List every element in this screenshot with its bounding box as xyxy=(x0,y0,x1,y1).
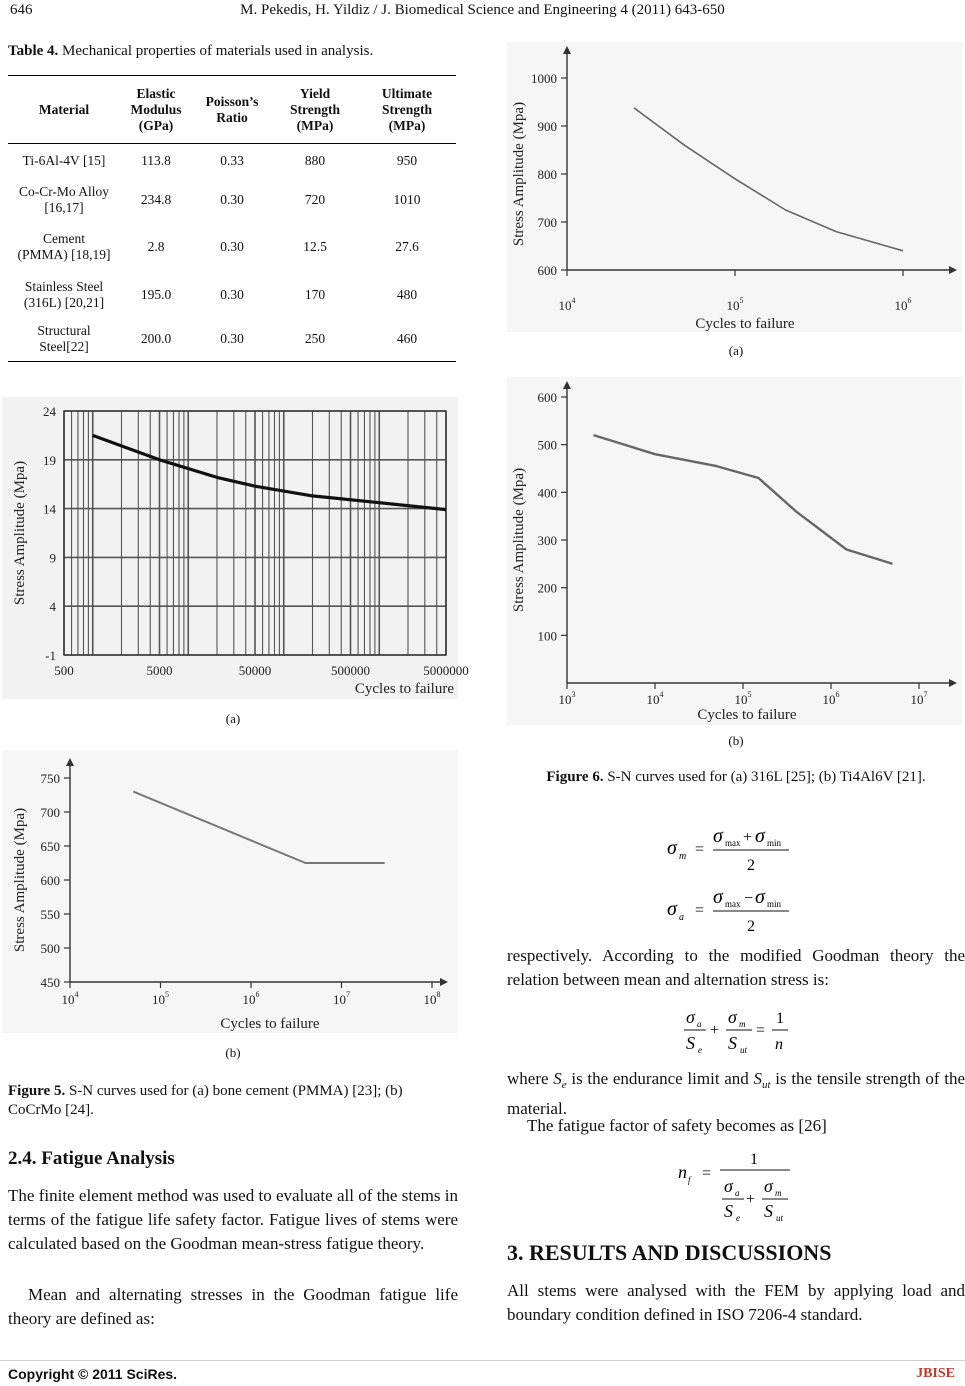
x-tick-label: $10^8$ xyxy=(423,990,441,1007)
x-tick-label: $10^6$ xyxy=(822,690,840,707)
svg-text:2: 2 xyxy=(747,857,755,874)
figure-5-caption xyxy=(8,1082,458,1120)
footer-copyright: Copyright © 2011 SciRes. xyxy=(8,1366,178,1382)
table-cell-material xyxy=(8,318,120,362)
table-header-line: Poisson’s xyxy=(205,93,259,109)
svg-text:=: = xyxy=(756,1022,766,1039)
table-header-line: (MPa) xyxy=(296,117,334,133)
svg-text:=: = xyxy=(695,902,705,919)
svg-text:m: m xyxy=(679,851,687,862)
x-tick-label: $10^4$ xyxy=(61,990,79,1007)
where-sut-sub: ut xyxy=(762,1079,771,1091)
table-cell-yield: 170 xyxy=(304,286,326,302)
table-cell-yield: 12.5 xyxy=(303,238,327,254)
table-cell-poisson: 0.30 xyxy=(220,286,244,302)
y-tick-label: -1 xyxy=(45,648,56,663)
svg-text:σ: σ xyxy=(764,1176,773,1196)
x-tick-label: 5000000 xyxy=(423,663,469,678)
svg-text:2: 2 xyxy=(747,918,755,935)
table-row xyxy=(8,178,456,222)
svg-text:σ: σ xyxy=(686,1007,695,1027)
where-text-2: is the endurance limit and xyxy=(566,1069,754,1088)
figure-5a-label: (a) xyxy=(225,711,241,726)
y-tick-label: 500 xyxy=(40,941,60,956)
svg-text:σ: σ xyxy=(667,898,677,920)
table-header-line: Elastic xyxy=(136,85,176,101)
x-tick-label: $10^5$ xyxy=(152,990,169,1007)
table-cell-ultimate: 950 xyxy=(396,152,418,168)
y-tick-label: 550 xyxy=(40,907,60,922)
table-row xyxy=(8,222,456,272)
equation-fatigue-factor xyxy=(676,1146,796,1229)
svg-text:m: m xyxy=(775,1188,782,1198)
figure-6-caption xyxy=(507,768,965,787)
figure-6b xyxy=(507,377,963,730)
footer-divider xyxy=(0,1360,965,1361)
svg-text:f: f xyxy=(688,1175,691,1185)
y-axis-label: Stress Amplitude (Mpa) xyxy=(511,101,527,247)
svg-text:a: a xyxy=(697,1019,702,1029)
svg-text:a: a xyxy=(735,1188,740,1198)
equation-goodman-graphic xyxy=(682,1003,792,1057)
table-container xyxy=(8,75,456,362)
y-tick-label: 600 xyxy=(537,390,557,405)
svg-text:min: min xyxy=(767,838,782,848)
svg-text:σ: σ xyxy=(755,825,765,847)
x-tick-label: $10^4$ xyxy=(558,296,576,313)
x-axis-label: Cycles to failure xyxy=(220,1016,320,1032)
y-tick-label: 800 xyxy=(537,167,557,182)
section-2-4-para-2: Mean and alternating stresses in the Goodman fatigue life theory are defined as: xyxy=(8,1285,458,1328)
svg-text:σ: σ xyxy=(724,1176,733,1196)
equation-mean-stress xyxy=(665,822,795,883)
figure-5-caption-label: Figure 5. xyxy=(8,1083,66,1099)
table-cell-modulus: 234.8 xyxy=(140,191,172,207)
table-cell-yield: 250 xyxy=(304,331,326,347)
chart-fig6b xyxy=(507,377,963,725)
svg-text:σ: σ xyxy=(713,886,723,908)
table-header-line: Material xyxy=(38,101,90,117)
svg-text:min: min xyxy=(767,899,782,909)
svg-text:=: = xyxy=(702,1165,712,1182)
svg-text:+: + xyxy=(710,1022,720,1039)
y-tick-label: 900 xyxy=(537,119,557,134)
figure-5b xyxy=(2,750,458,1038)
svg-text:S: S xyxy=(724,1201,733,1221)
chart-background xyxy=(507,42,963,332)
table-cell-line: [16,17] xyxy=(44,199,84,215)
table-cell-modulus: 195.0 xyxy=(140,286,172,302)
where-se: S xyxy=(553,1069,562,1088)
y-tick-label: 650 xyxy=(40,839,60,854)
running-title: M. Pekedis, H. Yildiz / J. Biomedical Science and Engineering 4 (2011) 643-650 xyxy=(240,2,725,18)
figure-6a-label: (a) xyxy=(728,343,744,358)
figure-6a xyxy=(507,42,963,337)
y-tick-label: 400 xyxy=(537,485,557,501)
y-tick-label: 19 xyxy=(43,452,56,468)
where-text-1: where xyxy=(507,1069,554,1088)
figure-5-caption-text: S-N curves used for (a) bone cement (PMMA) [23]; (b) CoCrMo [24]. xyxy=(8,1083,403,1118)
table-header-line: (GPa) xyxy=(138,117,174,133)
table-cell-modulus: 2.8 xyxy=(147,238,165,254)
table-header-line: Ratio xyxy=(216,109,248,125)
where-sut: S xyxy=(753,1069,762,1088)
table-row xyxy=(8,272,456,318)
x-axis-label: Cycles to failure xyxy=(354,681,454,697)
svg-text:ut: ut xyxy=(740,1045,748,1055)
table-cell-ultimate: 27.6 xyxy=(395,238,419,254)
y-tick-label: 200 xyxy=(537,580,557,596)
table-cell-modulus: 113.8 xyxy=(141,152,171,168)
where-se-sub: e xyxy=(561,1079,567,1091)
svg-text:S: S xyxy=(686,1033,695,1053)
section-heading-2-4: 2.4. Fatigue Analysis xyxy=(8,1148,175,1169)
figure-5a xyxy=(2,397,469,704)
table-cell-material xyxy=(8,222,120,272)
table-cell-line: (316L) [20,21] xyxy=(23,294,105,310)
y-tick-label: 500 xyxy=(537,437,557,453)
table-cell-line: Steel[22] xyxy=(39,339,89,355)
table-row xyxy=(8,318,456,362)
table-cell-line: Structural xyxy=(37,323,91,339)
x-tick-label: $10^6$ xyxy=(242,990,260,1007)
table-cell-line: (PMMA) [18,19] xyxy=(17,246,111,262)
svg-text:1: 1 xyxy=(750,1151,758,1168)
svg-text:S: S xyxy=(764,1201,773,1221)
svg-text:m: m xyxy=(739,1019,746,1029)
table-header-1 xyxy=(120,76,192,144)
svg-text:n: n xyxy=(775,1036,783,1053)
table-header-0 xyxy=(8,76,120,144)
x-tick-label: $10^5$ xyxy=(726,296,744,313)
svg-text:n: n xyxy=(678,1162,687,1182)
svg-text:max: max xyxy=(725,838,741,848)
y-tick-label: 750 xyxy=(40,771,60,786)
table-cell-line: Co-Cr-Mo Alloy xyxy=(18,183,110,199)
y-tick-label: 700 xyxy=(537,215,557,230)
svg-text:σ: σ xyxy=(728,1007,737,1027)
chart-fig6a xyxy=(507,42,963,332)
y-tick-label: 600 xyxy=(537,263,557,278)
svg-text:S: S xyxy=(728,1033,737,1053)
table-caption-label: Table 4. xyxy=(8,43,59,59)
figure-6-caption-text: S-N curves used for (a) 316L [25]; (b) Ti4Al6V [21]. xyxy=(603,769,926,785)
table-header-line: Strength xyxy=(289,101,340,117)
table-cell-yield: 720 xyxy=(304,191,326,207)
table-cell-yield: 880 xyxy=(304,152,326,168)
equation-fatigue-factor-graphic xyxy=(676,1146,796,1224)
y-tick-label: 100 xyxy=(537,628,557,644)
y-tick-label: 9 xyxy=(49,550,56,566)
table-cell-line: Stainless Steel xyxy=(24,278,104,294)
svg-text:σ: σ xyxy=(667,837,677,859)
equation-alternating-stress xyxy=(665,883,795,944)
svg-text:=: = xyxy=(695,841,705,858)
table-cell-ultimate: 1010 xyxy=(393,191,421,207)
svg-text:σ: σ xyxy=(755,886,765,908)
table-caption-text: Mechanical properties of materials used in analysis. xyxy=(58,43,374,59)
x-axis-label: Cycles to failure xyxy=(695,316,795,332)
table-cell-ultimate: 480 xyxy=(396,286,418,302)
table-cell-ultimate: 460 xyxy=(396,331,418,347)
table-cell-line: Cement xyxy=(43,230,85,246)
goodman-relation-text: respectively. According to the modified Goodman theory the relation between mean and alternation stress is: xyxy=(507,946,965,989)
svg-text:e: e xyxy=(736,1213,740,1223)
where-text-3: is the tensile strength of the material. xyxy=(507,1069,965,1118)
table-cell-poisson: 0.30 xyxy=(220,238,244,254)
fatigue-factor-text: The fatigue factor of safety becomes as [26] xyxy=(527,1116,827,1135)
y-tick-label: 300 xyxy=(537,533,557,548)
table-header-line: Strength xyxy=(381,101,432,117)
svg-text:+: + xyxy=(746,1191,756,1208)
x-tick-label: 50000 xyxy=(238,663,272,678)
chart-fig5b xyxy=(2,750,458,1033)
svg-text:max: max xyxy=(725,899,741,909)
x-tick-label: 500000 xyxy=(331,663,370,678)
table-cell-poisson: 0.33 xyxy=(220,152,244,168)
svg-text:1: 1 xyxy=(776,1010,784,1027)
chart-background xyxy=(507,377,963,725)
where-text xyxy=(507,1067,965,1121)
y-tick-label: 700 xyxy=(40,805,60,820)
section-2-4-para-1: The finite element method was used to evaluate all of the stems in terms of the fatigue life safety factor. Fatigue lives of stems were calculated based on the Goodman mean-stress fatigue theory. xyxy=(8,1186,458,1253)
x-tick-label: $10^5$ xyxy=(734,690,752,707)
y-tick-label: 600 xyxy=(40,873,60,888)
figure-6b-label: (b) xyxy=(728,733,744,748)
chart-fig5a xyxy=(2,397,469,699)
table-cell-poisson: 0.30 xyxy=(220,331,244,347)
table-row xyxy=(8,144,456,178)
svg-text:+: + xyxy=(743,829,753,846)
y-tick-label: 14 xyxy=(43,501,56,517)
table-header-line: Modulus xyxy=(130,101,182,117)
table-header-line: Ultimate xyxy=(381,85,433,101)
table-header-line: Yield xyxy=(299,85,331,101)
table-cell-poisson: 0.30 xyxy=(220,191,244,207)
x-tick-label: 5000 xyxy=(146,663,173,678)
y-tick-label: 450 xyxy=(40,975,60,990)
equation-goodman xyxy=(682,1003,792,1062)
y-axis-label: Stress Amplitude (Mpa) xyxy=(511,467,527,613)
x-tick-label: $10^6$ xyxy=(894,296,912,313)
mechanical-properties-table xyxy=(8,75,456,362)
figure-5b-label: (b) xyxy=(225,1045,241,1060)
x-tick-label: $10^4$ xyxy=(646,690,664,707)
table-header-line: (MPa) xyxy=(388,117,426,133)
y-axis-label: Stress Amplitude (Mpa) xyxy=(12,807,28,953)
table-header-4 xyxy=(358,76,456,144)
table-caption xyxy=(8,42,458,61)
table-cell-material xyxy=(8,144,120,178)
table-header-2 xyxy=(192,76,272,144)
table-cell-line: Ti-6Al-4V [15] xyxy=(22,152,106,168)
figure-6-caption-label: Figure 6. xyxy=(546,769,604,785)
svg-text:σ: σ xyxy=(713,825,723,847)
chart-background xyxy=(2,397,458,699)
svg-text:−: − xyxy=(744,890,754,907)
x-axis-label: Cycles to failure xyxy=(697,707,797,723)
page-number: 646 xyxy=(10,2,33,18)
table-cell-material xyxy=(8,178,120,222)
y-axis-label: Stress Amplitude (Mpa) xyxy=(12,460,28,606)
x-tick-label: $10^3$ xyxy=(558,690,576,707)
x-tick-label: $10^7$ xyxy=(910,690,928,707)
svg-text:ut: ut xyxy=(776,1213,784,1223)
x-tick-label: 500 xyxy=(54,663,74,678)
table-header-3 xyxy=(272,76,358,144)
equation-alternating-stress-graphic xyxy=(665,883,795,939)
table-cell-material xyxy=(8,272,120,318)
table-cell-modulus: 200.0 xyxy=(140,331,172,347)
equation-mean-stress-graphic xyxy=(665,822,795,878)
svg-text:e: e xyxy=(698,1045,702,1055)
section-3-para: All stems were analysed with the FEM by applying load and boundary condition defined in ISO 7206-4 standard. xyxy=(507,1281,965,1324)
y-tick-label: 4 xyxy=(49,599,56,615)
y-tick-label: 1000 xyxy=(531,71,557,86)
y-tick-label: 24 xyxy=(43,404,56,419)
section-heading-3: 3. RESULTS AND DISCUSSIONS xyxy=(507,1240,832,1265)
footer-journal: JBISE xyxy=(916,1366,955,1381)
svg-text:a: a xyxy=(679,912,684,923)
x-tick-label: $10^7$ xyxy=(333,990,350,1007)
